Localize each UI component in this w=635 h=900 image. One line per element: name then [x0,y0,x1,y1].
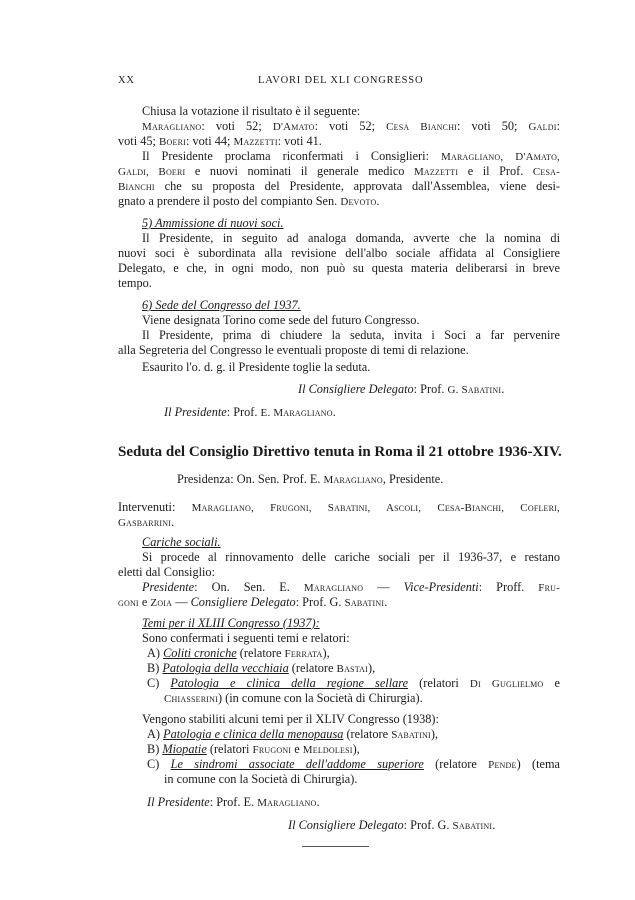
paragraph-line: Esaurito l'o. d. g. il Presidente toglie la seduta. [142,360,371,374]
topic-item: A) Patologia e clinica della menopausa (relatore Sabatini), [147,727,439,741]
vote-line: voti 45; Boeri: voti 44; Mazzetti: voti 41. [118,134,322,148]
presidency-line: Presidenza: On. Sen. Prof. E. Maragliano, Presidente. [177,472,444,486]
paragraph-line: Delegato, e che, in ogni modo, non può su questa materia deliberarsi in breve [118,261,560,275]
topic-item: C) Le sindromi associate dell'addome superiore (relatore Pende) (tema [147,757,560,771]
paragraph-line: Vengono stabiliti alcuni temi per il XLIV Congresso (1938): [142,712,439,726]
running-title: LAVORI DEL XLI CONGRESSO [258,75,424,86]
paragraph-line: Bianchi che su proposta del Presidente, approvata dall'Assemblea, viene desi- [118,179,560,193]
topic-item: Chiasserini) (in comune con la Società di Chirurgia). [164,691,423,705]
paragraph-line: nuovi soci è subordinata alla revisione dell'albo sociale affidata al Consigliere [118,246,560,260]
section-title: Seduta del Consiglio Direttivo tenuta in Roma il 21 ottobre 1936-XIV. [118,444,562,460]
paragraph-line: Chiusa la votazione il risultato è il seguente: [142,104,361,118]
topic-item: A) Coliti croniche (relatore Ferrata), [147,646,330,660]
paragraph-line: Il Presidente, prima di chiudere la seduta, invita i Soci a far pervenire [142,328,560,342]
paragraph-line: gnato a prendere il posto del compianto Sen. Devoto. [118,194,380,208]
section-heading: 6) Sede del Congresso del 1937. [142,298,301,312]
end-rule [302,846,369,847]
paragraph-line: Galdi, Boeri e nuovi nominati il generale medico Mazzetti e il Prof. Cesa- [118,164,560,178]
topic-item: B) Patologia della vecchiaia (relatore Bastai), [147,661,376,675]
topic-item: C) Patologia e clinica della regione sellare (relatori Di Guglielmo e [147,676,560,690]
topic-item: B) Miopatie (relatori Frugoni e Meldolesi), [147,742,360,756]
officers-line: goni e Zoia — Consigliere Delegato: Prof. G. Sabatini. [118,595,388,609]
page-number: XX [118,75,135,86]
section-heading: Cariche sociali. [142,535,221,549]
vote-line: Maragliano: voti 52; D'Amato: voti 52; Cesa Bianchi: voti 50; Galdi: [142,119,561,133]
paragraph-line: Si procede al rinnovamento delle cariche sociali per il 1936-37, e restano [142,550,560,564]
signature-delegate: Il Consigliere Delegato: Prof. G. Sabatini. [288,818,496,832]
attendees-line: Intervenuti: Maragliano, Frugoni, Sabatini, Ascoli, Cesa-Bianchi, Cofleri, [118,500,560,514]
signature-president: Il Presidente: Prof. E. Maragliano. [147,795,320,809]
paragraph-line: Viene designata Torino come sede del futuro Congresso. [142,313,420,327]
paragraph-line: Il Presidente proclama riconfermati i Consiglieri: Maragliano, D'Amato, [142,149,560,163]
section-heading: 5) Ammissione di nuovi soci. [142,216,284,230]
paragraph-line: eletti dal Consiglio: [118,565,216,579]
paragraph-line: Sono confermati i seguenti temi e relatori: [142,631,350,645]
officers-line: Presidente: On. Sen. E. Maragliano — Vice-Presidenti: Proff. Fru- [142,580,560,594]
signature-delegate: Il Consigliere Delegato: Prof. G. Sabatini. [298,382,505,396]
paragraph-line: Il Presidente, in seguito ad analoga domanda, avverte che la nomina di [142,231,560,245]
topic-item: in comune con la Società di Chirurgia). [164,772,358,786]
section-heading: Temi per il XLIII Congresso (1937): [142,616,320,630]
paragraph-line: tempo. [118,276,152,290]
signature-president: Il Presidente: Prof. E. Maragliano. [164,405,336,419]
paragraph-line: alla Segreteria del Congresso le eventuali proposte di temi di relazione. [118,343,469,357]
attendees-line: Gasbarrini. [118,515,175,529]
